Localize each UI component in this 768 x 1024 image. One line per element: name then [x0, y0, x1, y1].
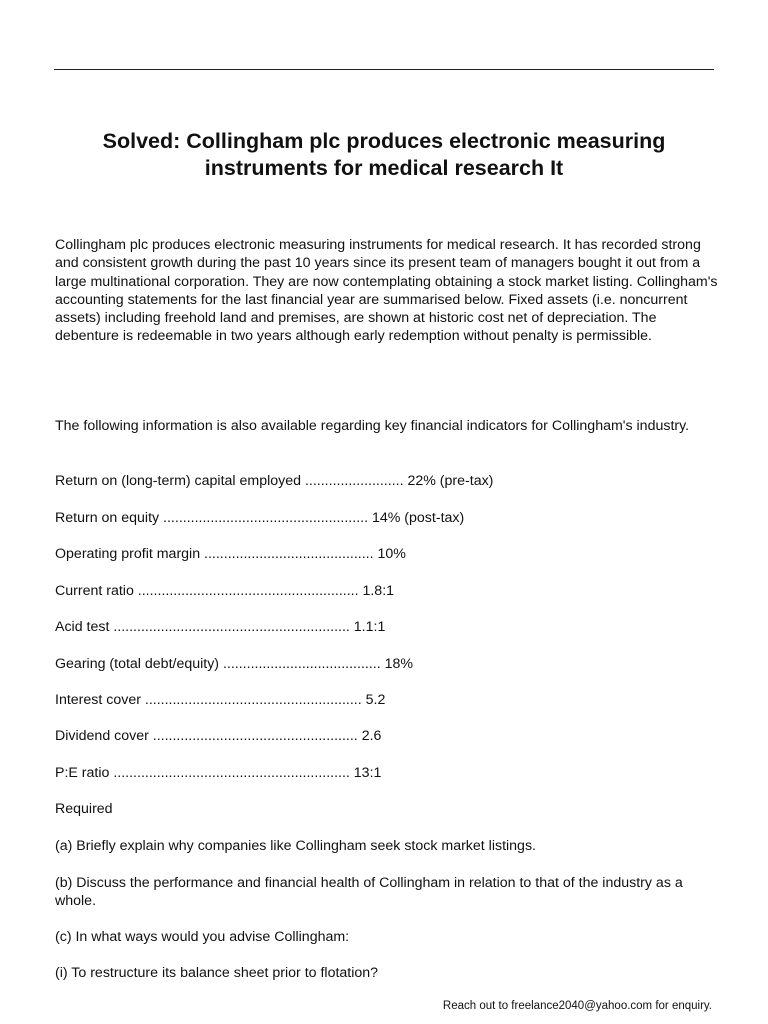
indicator-acid-test: Acid test ............................................................ 1.1:1	[55, 619, 386, 635]
required-heading: Required	[55, 801, 113, 817]
intro-paragraph: Collingham plc produces electronic measuring instruments for medical research. It has recorded strong and consistent growth during the past 10 years since its present team of managers bought it out from a large multinational corporation. They are now contemplating obtaining a stock market listing. Collingham's accounting statements for the last financial year are summarised below. Fixed assets (i.e. noncurrent assets) including freehold land and premises, are shown at historic cost net of depreciation. The debenture is redeemable in two years although early redemption without penalty is permissible.	[55, 237, 718, 345]
indicator-gearing: Gearing (total debt/equity) ........................................ 18%	[55, 656, 413, 672]
indicator-pe-ratio: P:E ratio ............................................................ 13:1	[55, 765, 382, 781]
indicator-current-ratio: Current ratio ........................................................ 1.8:1	[55, 583, 395, 599]
indicator-interest-cover: Interest cover ....................................................... 5.2	[55, 692, 386, 708]
question-b: (b) Discuss the performance and financial health of Collingham in relation to that of the industry as a whole.	[55, 875, 683, 910]
question-c-i: (i) To restructure its balance sheet prior to flotation?	[55, 965, 379, 981]
question-c: (c) In what ways would you advise Collingham:	[55, 929, 350, 945]
footer-contact: Reach out to freelance2040@yahoo.com for enquiry.	[442, 1000, 712, 1012]
indicator-dividend-cover: Dividend cover .................................................... 2.6	[55, 728, 382, 744]
indicator-roe: Return on equity .................................................... 14% (post-tax)	[55, 510, 465, 526]
indicator-roce: Return on (long-term) capital employed ......................... 22% (pre-tax)	[55, 473, 494, 489]
header-rule	[54, 69, 714, 70]
indicator-operating-margin: Operating profit margin ........................................... 10%	[55, 546, 406, 562]
document-title: Solved: Collingham plc produces electronic measuring instruments for medical research It	[102, 129, 666, 180]
info-paragraph: The following information is also available regarding key financial indicators for Collingham's industry.	[55, 418, 690, 434]
question-a: (a) Briefly explain why companies like Collingham seek stock market listings.	[55, 838, 536, 854]
